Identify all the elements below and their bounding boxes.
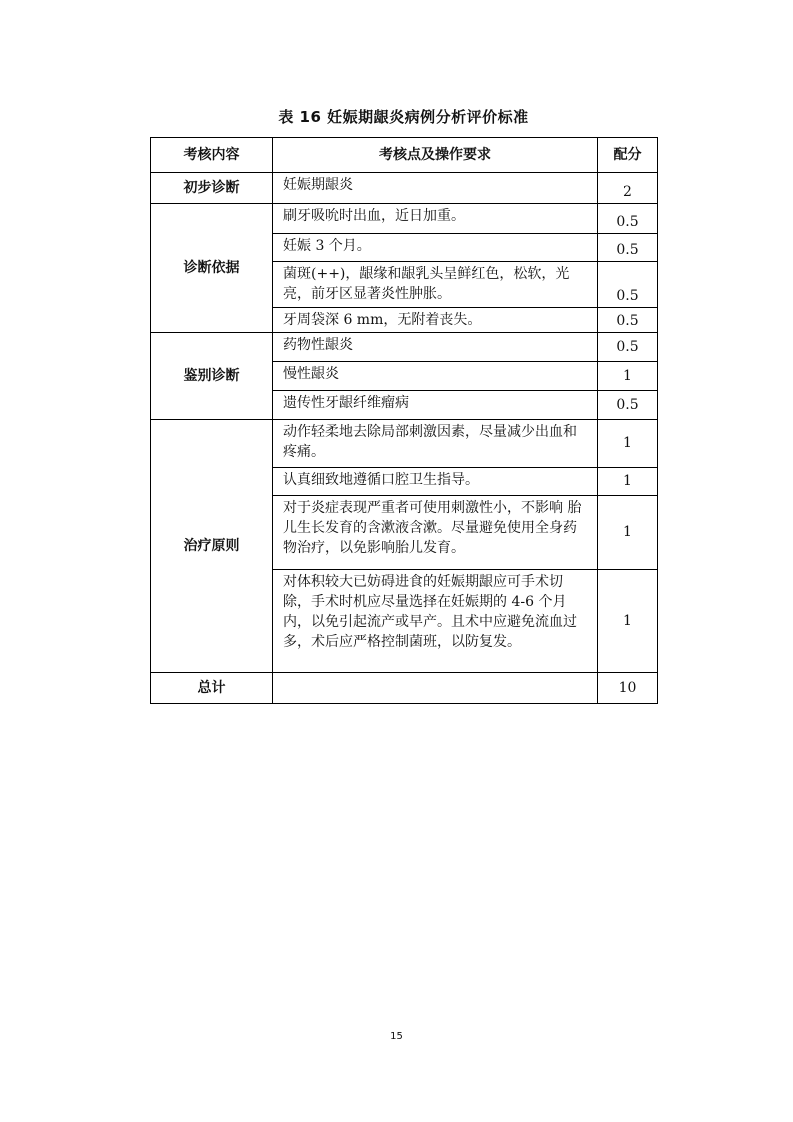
- score-cell: 1: [598, 496, 658, 570]
- header-category: 考核内容: [151, 138, 273, 173]
- header-score: 配分: [598, 138, 658, 173]
- score-cell: 1: [598, 420, 658, 468]
- category-cell: 初步诊断: [151, 173, 273, 204]
- score-cell: 0.5: [598, 262, 658, 308]
- table-row: [151, 204, 658, 234]
- requirement-cell: 牙周袋深 6 mm，无附着丧失。: [273, 308, 598, 333]
- score-cell: 1: [598, 570, 658, 673]
- table-row: [151, 420, 658, 468]
- requirement-cell: 妊娠 3 个月。: [273, 234, 598, 262]
- category-cell: 诊断依据: [151, 204, 273, 333]
- page-number: 15: [390, 1031, 403, 1042]
- category-cell: 治疗原则: [151, 420, 273, 673]
- requirement-cell: 对于炎症表现严重者可使用刺激性小，不影响 胎儿生长发育的含漱液含漱。尽量避免使用全身药物治疗，以免影响胎儿发育。: [273, 496, 598, 570]
- header-row: [151, 138, 658, 173]
- score-cell: 0.5: [598, 333, 658, 362]
- score-cell: 0.5: [598, 204, 658, 234]
- requirement-cell: 动作轻柔地去除局部刺激因素，尽量减少出血和疼痛。: [273, 420, 598, 468]
- total-label: 总计: [151, 673, 273, 704]
- header-requirement: 考核点及操作要求: [273, 138, 598, 173]
- total-row: [151, 673, 658, 704]
- category-cell: 鉴别诊断: [151, 333, 273, 420]
- score-cell: 0.5: [598, 308, 658, 333]
- requirement-cell: 刷牙吸吮时出血，近日加重。: [273, 204, 598, 234]
- requirement-cell: 对体积较大已妨碍进食的妊娠期龈应可手术切除，手术时机应尽量选择在妊娠期的 4-6 个月内，以免引起流产或早产。且术中应避免流血过多，术后应严格控制菌班，以防复发。: [273, 570, 598, 673]
- requirement-cell: 菌斑(++)，龈缘和龈乳头呈鲜红色，松软，光亮，前牙区显著炎性肿胀。: [273, 262, 598, 308]
- requirement-cell: 认真细致地遵循口腔卫生指导。: [273, 468, 598, 496]
- total-requirement: [273, 673, 598, 704]
- score-cell: 1: [598, 468, 658, 496]
- table-row: [151, 173, 658, 204]
- requirement-cell: 药物性龈炎: [273, 333, 598, 362]
- requirement-cell: 遗传性牙龈纤维瘤病: [273, 391, 598, 420]
- score-cell: 1: [598, 362, 658, 391]
- evaluation-table: [150, 137, 658, 704]
- requirement-cell: 妊娠期龈炎: [273, 173, 598, 204]
- requirement-cell: 慢性龈炎: [273, 362, 598, 391]
- total-score: 10: [598, 673, 658, 704]
- score-cell: 0.5: [598, 234, 658, 262]
- score-cell: 2: [598, 173, 658, 204]
- table-row: [151, 333, 658, 362]
- table-title: 表 16 妊娠期龈炎病例分析评价标准: [278, 108, 529, 126]
- score-cell: 0.5: [598, 391, 658, 420]
